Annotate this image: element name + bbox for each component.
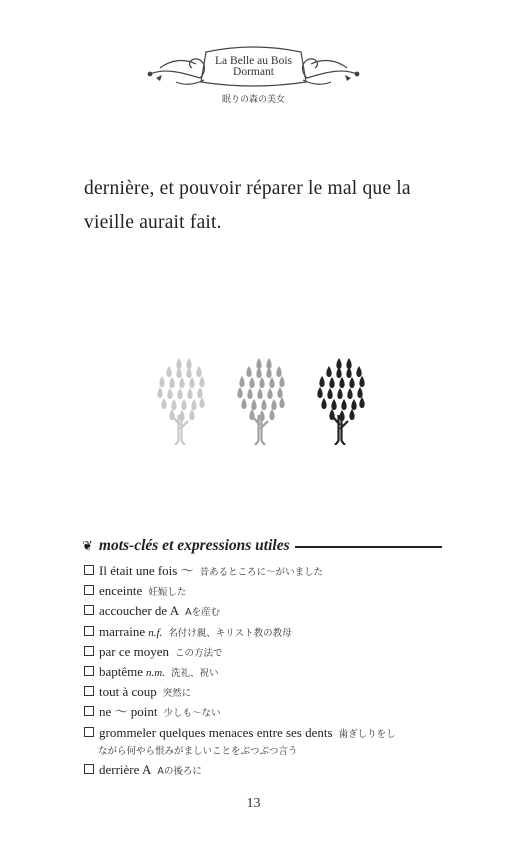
vocab-item xyxy=(84,623,454,642)
page-number: 13 xyxy=(246,796,261,811)
vocab-item xyxy=(84,663,454,682)
leaf-drop xyxy=(247,388,252,399)
leaf-drop xyxy=(359,376,364,387)
vocab-item xyxy=(84,582,454,601)
checkbox-icon xyxy=(84,565,94,575)
leaf-drop xyxy=(359,397,364,408)
leaf-drop xyxy=(336,367,341,378)
leaf-drop xyxy=(319,376,324,387)
vocab-jp: 妊娠した xyxy=(148,587,187,599)
leaf-drop xyxy=(199,397,204,408)
vocab-fr: baptême xyxy=(99,663,144,679)
leaf-drop xyxy=(191,399,196,410)
vocab-jp: 昔あるところに～がいました xyxy=(199,567,324,578)
leaf-drop xyxy=(167,388,172,399)
header-title-line2: Dormant xyxy=(233,66,274,78)
vocab-jp: 歯ぎしりをし xyxy=(338,728,396,740)
header-ornament xyxy=(0,38,507,118)
leaf-drop xyxy=(197,387,202,398)
vocab-jp-continued: ながら何やら恨みがましいことをぶつぶつ言う xyxy=(98,745,298,757)
leaf-drop xyxy=(169,409,174,420)
leaf-drop xyxy=(171,399,176,410)
tree-light xyxy=(157,358,204,445)
leaf-drop xyxy=(239,376,244,387)
body-paragraph xyxy=(84,172,454,240)
checkbox-icon xyxy=(84,605,94,615)
vocab-jp: Aを産む xyxy=(185,607,221,619)
leaf-drop xyxy=(351,399,356,410)
trees-illustration xyxy=(145,345,375,445)
leaf-drop xyxy=(341,399,346,410)
leaf-drop xyxy=(326,366,331,377)
header-subtitle-jp: 眠りの森の美女 xyxy=(221,95,285,105)
leaf-drop xyxy=(157,387,162,398)
leaf-drop xyxy=(259,410,264,421)
vocab-list xyxy=(84,562,454,781)
vocab-item xyxy=(84,703,454,722)
leaf-drop xyxy=(246,366,251,377)
leaf-drop xyxy=(181,399,186,410)
tree-dark xyxy=(317,358,364,445)
leaf-drop xyxy=(329,409,334,420)
checkbox-icon xyxy=(84,626,94,636)
leaf-drop xyxy=(337,388,342,399)
checkbox-icon xyxy=(84,706,94,716)
leaf-drop xyxy=(357,387,362,398)
leaf-drop xyxy=(166,366,171,377)
leaf-drop xyxy=(179,377,184,388)
vocab-jp: 名付け親、キリスト教の教母 xyxy=(168,627,292,639)
checkbox-icon xyxy=(84,686,94,696)
vocab-item xyxy=(84,683,454,702)
leaf-drop xyxy=(327,388,332,399)
leaf-drop xyxy=(161,398,166,409)
vocab-item xyxy=(84,602,454,621)
leaf-drop xyxy=(349,409,354,420)
leaf-drop xyxy=(176,367,181,378)
running-header xyxy=(0,38,507,118)
checkbox-icon xyxy=(84,727,94,737)
leaf-drop xyxy=(249,377,254,388)
vocab-item xyxy=(84,761,454,780)
tree-medium xyxy=(237,358,284,445)
leaf-drop xyxy=(257,388,262,399)
vocab-jp: 少しも～ない xyxy=(163,708,221,720)
body-line-1: dernière, et pouvoir réparer le mal que la xyxy=(84,178,411,199)
leaf-drop xyxy=(356,366,361,377)
leaf-drop xyxy=(237,387,242,398)
checkbox-icon xyxy=(84,585,94,595)
leaf-drop xyxy=(169,377,174,388)
leaf-drop xyxy=(321,398,326,409)
vocab-jp: Aの後ろに xyxy=(157,765,202,777)
leaf-drop xyxy=(349,377,354,388)
vocab-jp: 洗礼、祝い xyxy=(171,667,219,679)
leaf-drop xyxy=(259,377,264,388)
checkbox-icon xyxy=(84,666,94,676)
leaf-drop xyxy=(241,398,246,409)
header-title-line1: La Belle au Bois xyxy=(215,55,292,67)
body-line-2: vieille aurait fait. xyxy=(84,212,222,233)
leaf-drop xyxy=(331,399,336,410)
leaf-drop xyxy=(196,366,201,377)
vocab-fr: par ce moyen xyxy=(99,643,170,659)
checkbox-icon xyxy=(84,764,94,774)
leaf-drop xyxy=(317,387,322,398)
vocab-item xyxy=(84,562,454,581)
leaf-drop xyxy=(269,377,274,388)
leaf-drop xyxy=(267,388,272,399)
leaf-drop xyxy=(189,409,194,420)
vocab-fr: grommeler quelques menaces entre ses dents xyxy=(99,724,333,740)
leaf-drop xyxy=(199,376,204,387)
leaf-drop xyxy=(249,409,254,420)
vocab-fr: derrière A xyxy=(99,761,152,777)
leaf-drop xyxy=(159,376,164,387)
vocab-fr: Il était une fois ～ xyxy=(99,563,194,578)
leaf-drop xyxy=(339,377,344,388)
leaf-drop xyxy=(261,399,266,410)
leaf-drop xyxy=(186,367,191,378)
vocab-fr: accoucher de A xyxy=(99,603,180,619)
vocab-heading-rule xyxy=(295,546,442,548)
leaf-drop xyxy=(179,410,184,421)
vocab-jp: この方法で xyxy=(175,647,223,659)
vocab-fr: ne ～ point xyxy=(99,704,158,720)
leaf-drop xyxy=(329,377,334,388)
vocab-pos: n.m. xyxy=(146,666,165,679)
fleuron-icon: ❦ xyxy=(82,538,93,554)
vocab-item xyxy=(84,724,454,760)
leaf-drop xyxy=(251,399,256,410)
leaf-drop xyxy=(276,366,281,377)
leaf-drop xyxy=(177,388,182,399)
vocab-heading-title: mots-clés et expressions utiles xyxy=(98,537,290,554)
vocab-fr: tout à coup xyxy=(99,684,157,700)
leaf-drop xyxy=(279,397,284,408)
vocab-jp: 突然に xyxy=(162,688,192,700)
vocab-fr: enceinte xyxy=(99,583,143,599)
leaf-drop xyxy=(347,388,352,399)
vocab-pos: n.f. xyxy=(148,626,163,639)
leaf-drop xyxy=(269,409,274,420)
vocab-fr: marraine xyxy=(99,623,146,639)
checkbox-icon xyxy=(84,646,94,656)
leaf-drop xyxy=(346,367,351,378)
leaf-drop xyxy=(256,367,261,378)
vocab-item xyxy=(84,643,454,662)
leaf-drop xyxy=(266,367,271,378)
leaf-drop xyxy=(279,376,284,387)
vocab-heading xyxy=(82,534,442,558)
leaf-drop xyxy=(339,410,344,421)
header-title xyxy=(0,56,507,78)
leaf-drop xyxy=(189,377,194,388)
leaf-drop xyxy=(187,388,192,399)
leaf-drop xyxy=(277,387,282,398)
leaf-drop xyxy=(271,399,276,410)
